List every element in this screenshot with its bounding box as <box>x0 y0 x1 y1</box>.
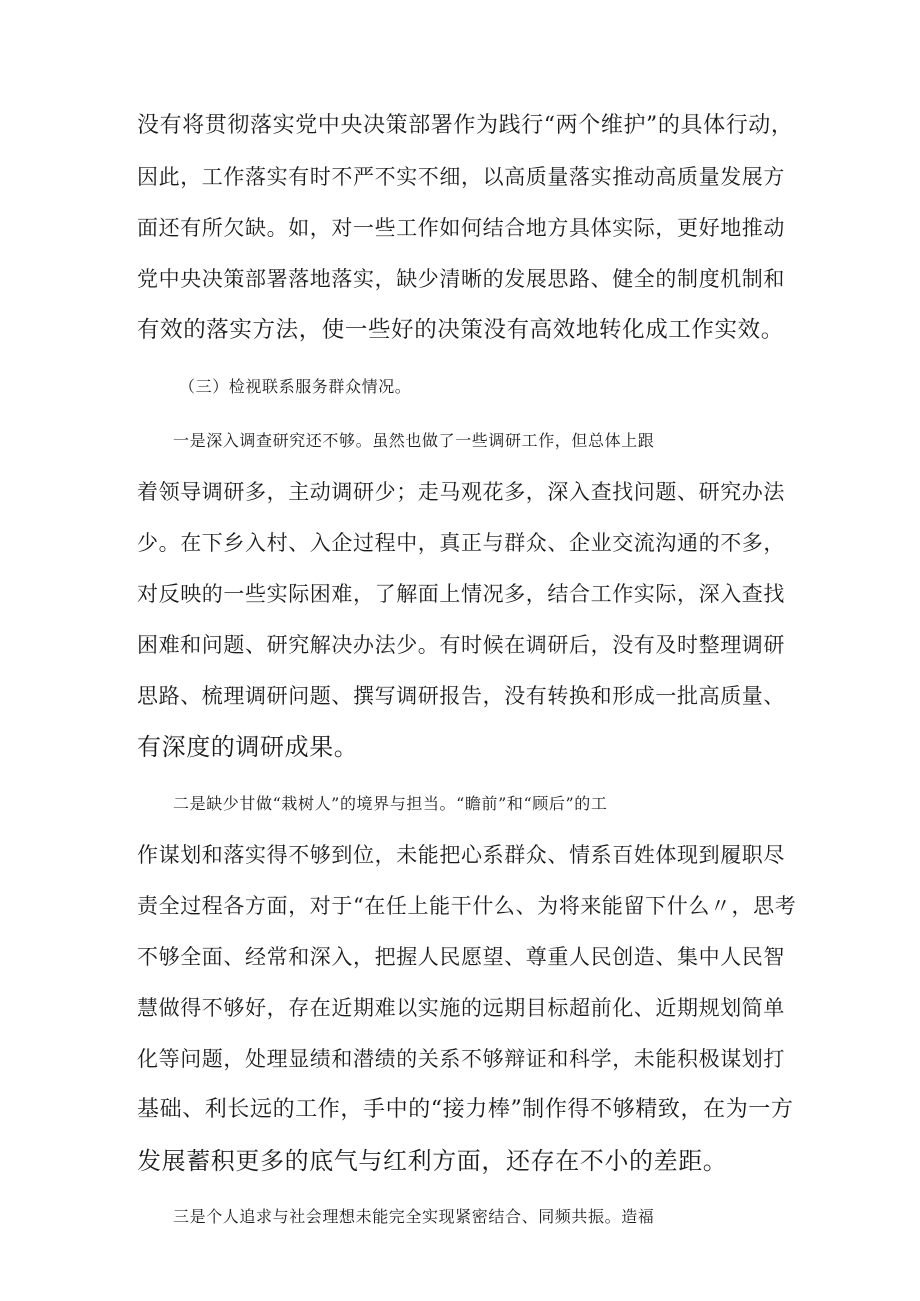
body-line: 少。在下乡入村、入企过程中，真正与群众、企业交流沟通的不多， <box>137 531 785 555</box>
body-line: 思路、梳理调研问题、撰写调研报告，没有转换和形成一批高质量、 <box>137 684 785 708</box>
body-line: 不够全面、经常和深入，把握人民愿望、尊重人民创造、集中人民智 <box>137 945 785 969</box>
section-heading: （三）检视联系服务群众情况。 <box>179 377 412 396</box>
body-line: 作谋划和落实得不够到位，未能把心系群众、情系百姓体现到履职尽 <box>137 843 785 867</box>
body-line: 慧做得不够好，存在近期难以实施的远期目标超前化、近期规划简单 <box>137 996 785 1020</box>
body-line: 因此，工作落实有时不严不实不细，以高质量落实推动高质量发展方 <box>137 165 785 189</box>
paragraph-start-line: 一是深入调查研究还不够。虽然也做了一些调研工作，但总体上跟 <box>173 431 655 450</box>
body-line: 党中央决策部署落地落实，缺少清晰的发展思路、健全的制度机制和 <box>137 267 785 291</box>
body-line: 困难和问题、研究解决办法少。有时候在调研后，没有及时整理调研 <box>137 633 785 657</box>
body-line: 责全过程各方面，对于“在任上能干什么、为将来能留下什么〃，思考 <box>137 894 797 918</box>
paragraph-start-line: 二是缺少甘做“栽树人”的境界与担当。“瞻前”和“顾后”的工 <box>173 794 608 813</box>
body-line: 有效的落实方法，使一些好的决策没有高效地转化成工作实效。 <box>137 317 784 343</box>
body-line: 基础、利长远的工作，手中的“接力棒”制作得不够精致，在为一方 <box>137 1097 794 1122</box>
body-line: 发展蓄积更多的底气与红利方面，还存在不小的差距。 <box>137 1147 728 1175</box>
paragraph-start-line: 三是个人追求与社会理想未能完全实现紧密结合、同频共振。造福 <box>173 1207 655 1226</box>
body-line: 面还有所欠缺。如，对一些工作如何结合地方具体实际，更好地推动 <box>137 216 785 240</box>
body-line: 对反映的一些实际困难，了解面上情况多，结合工作实际，深入查找 <box>137 582 785 606</box>
body-line: 着领导调研多，主动调研少；走马观花多，深入查找问题、研究办法 <box>137 480 785 504</box>
body-line: 有深度的调研成果。 <box>137 733 359 761</box>
body-line: 化等问题，处理显绩和潜绩的关系不够辩证和科学，未能积极谋划打 <box>137 1047 785 1071</box>
body-line: 没有将贯彻落实党中央决策部署作为践行“两个维护”的具体行动， <box>137 113 794 138</box>
